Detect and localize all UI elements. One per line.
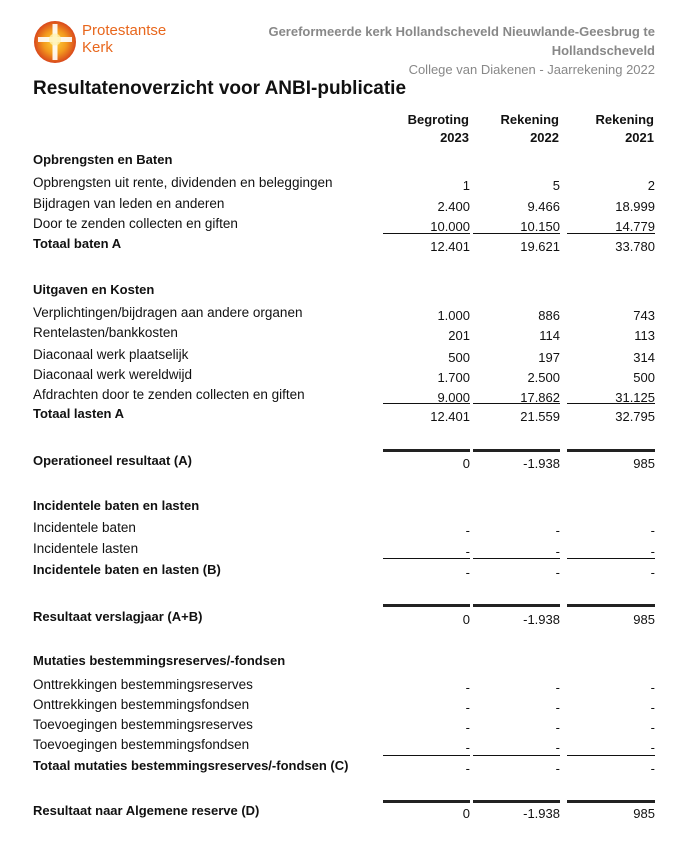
row-label: Incidentele lasten [33,541,139,556]
cell-value: - [650,700,655,715]
column-header-rekening-2021 [564,111,654,147]
protestantse-kerk-logo-icon [33,20,77,64]
row-label: Afdrachten door te zenden collecten en giften [33,387,305,402]
row-heading: Resultaat verslagjaar (A+B) [33,609,203,624]
cell-value: 17.862 [520,390,560,405]
cell-value: 886 [538,308,560,323]
cell-value: - [555,680,560,695]
cell-value: - [650,761,655,776]
cell-value: - [555,544,560,559]
page-title: Resultatenoverzicht voor ANBI-publicatie [33,78,407,99]
total-rule-thick [567,449,655,452]
cell-value: 19.621 [520,239,560,254]
cell-value: - [555,761,560,776]
cell-value: - [555,565,560,580]
cell-value: - [650,565,655,580]
subtotal-rule [473,558,560,559]
cell-value: 985 [633,456,655,471]
cell-value: 500 [448,350,470,365]
cell-value: - [465,523,470,538]
row-heading: Totaal lasten A [33,406,125,421]
cell-value: 985 [633,806,655,821]
cell-value: 2.500 [527,370,560,385]
cell-value: 0 [462,612,470,627]
subtotal-rule [473,755,560,756]
cell-value: 12.401 [430,239,470,254]
subtotal-rule [383,558,470,559]
total-rule-thick [383,800,470,803]
cell-value: 113 [634,328,655,343]
cell-value: - [465,565,470,580]
cell-value: 10.150 [520,219,560,234]
subtotal-rule [567,558,655,559]
logo-line2: Kerk [82,39,113,56]
column-header-rekening-2022 [469,111,559,147]
cell-value: - [465,720,470,735]
row-label: Rentelasten/bankkosten [33,325,178,340]
cell-value: 2 [647,178,655,193]
total-rule-thick [473,604,560,607]
cell-value: 201 [448,328,470,343]
cell-value: -1.938 [523,806,560,821]
cell-value: 1.000 [437,308,470,323]
cell-value: - [465,680,470,695]
cell-value: 314 [633,350,655,365]
subtotal-rule [567,755,655,756]
cell-value: - [465,700,470,715]
row-label: Verplichtingen/bijdragen aan andere organen [33,305,303,320]
cell-value: 0 [462,806,470,821]
cell-value: 114 [539,328,560,343]
cell-value: - [555,720,560,735]
subtotal-rule [567,403,655,404]
row-label: Diaconaal werk wereldwijd [33,367,193,382]
total-rule-thick [383,604,470,607]
row-label: Onttrekkingen bestemmingsfondsen [33,697,250,712]
total-rule-thick [473,800,560,803]
row-label: Toevoegingen bestemmingsfondsen [33,737,250,752]
document-header [268,22,655,79]
cell-value: 33.780 [615,239,655,254]
cell-value: 1.700 [437,370,470,385]
row-label: Bijdragen van leden en anderen [33,196,225,211]
column-header-line1: Begroting [407,112,469,127]
row-heading: Totaal mutaties bestemmingsreserves/-fondsen (C) [33,758,349,773]
cell-value: 2.400 [437,199,470,214]
row-heading: Resultaat naar Algemene reserve (D) [33,803,260,818]
column-header-line1: Rekening [500,112,559,127]
row-label: Diaconaal werk plaatselijk [33,347,189,362]
cell-value: - [650,544,655,559]
row-heading: Operationeel resultaat (A) [33,453,192,468]
row-heading: Totaal baten A [33,236,122,251]
logo-text [82,22,166,56]
logo-line1: Protestantse [82,22,167,39]
cell-value: 21.559 [520,409,560,424]
row-label: Opbrengsten uit rente, dividenden en beleggingen [33,175,333,190]
cell-value: - [465,740,470,755]
column-header-line2: 2022 [530,130,559,145]
cell-value: - [650,680,655,695]
cell-value: 14.779 [615,219,655,234]
church-name-line2: Hollandscheveld [551,43,655,58]
total-rule-thick [567,800,655,803]
report-subtitle: College van Diakenen - Jaarrekening 2022 [408,62,655,77]
cell-value: 9.000 [437,390,470,405]
row-label: Toevoegingen bestemmingsreserves [33,717,253,732]
cell-value: 12.401 [430,409,470,424]
column-header-line2: 2023 [440,130,469,145]
subtotal-rule [383,233,470,234]
cell-value: - [555,700,560,715]
cell-value: - [465,544,470,559]
cell-value: -1.938 [523,456,560,471]
row-label: Onttrekkingen bestemmingsreserves [33,677,253,692]
cell-value: 197 [538,350,560,365]
total-rule-thick [473,449,560,452]
row-heading: Incidentele baten en lasten [33,498,200,513]
subtotal-rule [473,403,560,404]
cell-value: 10.000 [430,219,470,234]
row-label: Incidentele baten [33,520,136,535]
column-header-line1: Rekening [595,112,654,127]
subtotal-rule [567,233,655,234]
row-heading: Opbrengsten en Baten [33,152,173,167]
column-header-line2: 2021 [625,130,654,145]
cell-value: - [650,720,655,735]
cell-value: - [650,740,655,755]
church-name-line1: Gereformeerde kerk Hollandscheveld Nieuwlande-Geesbrug te [268,24,655,39]
row-heading: Uitgaven en Kosten [33,282,155,297]
total-rule-thick [383,449,470,452]
cell-value: - [555,740,560,755]
row-label: Door te zenden collecten en giften [33,216,238,231]
cell-value: 9.466 [527,199,560,214]
cell-value: 18.999 [615,199,655,214]
row-heading: Mutaties bestemmingsreserves/-fondsen [33,653,286,668]
subtotal-rule [473,233,560,234]
cell-value: - [555,523,560,538]
column-header-begroting-2023 [379,111,469,147]
total-rule-thick [567,604,655,607]
cell-value: - [650,523,655,538]
cell-value: 32.795 [615,409,655,424]
cell-value: 500 [633,370,655,385]
cell-value: 985 [633,612,655,627]
cell-value: 31.125 [615,390,655,405]
row-heading: Incidentele baten en lasten (B) [33,562,221,577]
cell-value: - [465,761,470,776]
cell-value: 743 [633,308,655,323]
cell-value: 0 [462,456,470,471]
subtotal-rule [383,403,470,404]
cell-value: 5 [552,178,560,193]
cell-value: -1.938 [523,612,560,627]
subtotal-rule [383,755,470,756]
cell-value: 1 [462,178,470,193]
